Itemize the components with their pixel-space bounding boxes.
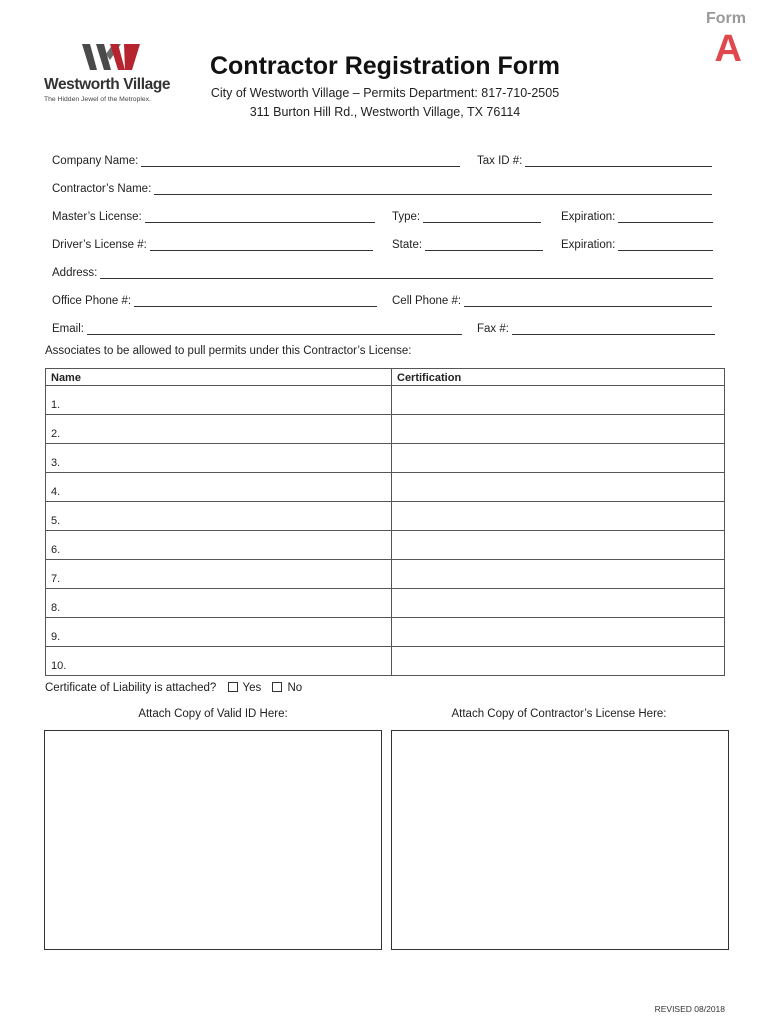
logo-tagline: The Hidden Jewel of the Metroplex. (44, 96, 151, 103)
company-name-label: Company Name: (52, 155, 139, 167)
fax-field[interactable] (477, 319, 715, 335)
table-row (46, 618, 725, 647)
associate-certification-cell[interactable] (392, 473, 725, 502)
email-label: Email: (52, 323, 84, 335)
office-phone-field[interactable] (52, 291, 377, 307)
associate-certification-cell[interactable] (392, 502, 725, 531)
associate-certification-cell[interactable] (392, 415, 725, 444)
associates-body (46, 386, 725, 676)
table-row (46, 560, 725, 589)
form-letter: A (714, 28, 742, 70)
associate-name-cell[interactable]: 3. (46, 444, 392, 473)
associate-name-cell[interactable]: 9. (46, 618, 392, 647)
company-name-field[interactable] (52, 151, 460, 167)
name-column-header: Name (46, 369, 392, 386)
liability-question-text: Certificate of Liability is attached? (45, 682, 217, 694)
email-field[interactable] (52, 319, 462, 335)
contractor-name-label: Contractor’s Name: (52, 183, 152, 195)
cell-phone-label: Cell Phone #: (392, 295, 462, 307)
associates-table (45, 368, 725, 676)
associate-name-cell[interactable]: 1. (46, 386, 392, 415)
associate-name-cell[interactable]: 8. (46, 589, 392, 618)
revised-date: REVISED 08/2018 (654, 1004, 725, 1014)
form-word: Form (706, 10, 746, 27)
table-header-row (46, 369, 725, 386)
expiration-label-2: Expiration: (561, 239, 616, 251)
drivers-license-field[interactable] (52, 235, 373, 251)
tax-id-label: Tax ID #: (477, 155, 523, 167)
table-row (46, 444, 725, 473)
department-line: City of Westworth Village – Permits Department: 817-710-2505 (210, 86, 560, 100)
associate-name-cell[interactable]: 4. (46, 473, 392, 502)
type-label: Type: (392, 211, 421, 223)
associate-certification-cell[interactable] (392, 589, 725, 618)
liability-question (45, 682, 302, 694)
fax-label: Fax #: (477, 323, 509, 335)
attach-id-label: Attach Copy of Valid ID Here: (138, 708, 288, 720)
address-field[interactable] (52, 263, 713, 279)
masters-license-label: Master’s License: (52, 211, 142, 223)
associate-certification-cell[interactable] (392, 444, 725, 473)
associate-name-cell[interactable]: 2. (46, 415, 392, 444)
associate-name-cell[interactable]: 5. (46, 502, 392, 531)
cell-phone-field[interactable] (392, 291, 712, 307)
table-row (46, 502, 725, 531)
yes-label: Yes (242, 682, 262, 694)
table-row (46, 647, 725, 676)
associate-certification-cell[interactable] (392, 618, 725, 647)
id-attach-box[interactable] (44, 730, 382, 950)
table-row (46, 386, 725, 415)
type-field[interactable] (392, 207, 541, 223)
yes-checkbox[interactable] (228, 682, 238, 692)
attach-license-label: Attach Copy of Contractor’s License Here: (451, 708, 667, 720)
associate-name-cell[interactable]: 10. (46, 647, 392, 676)
state-label: State: (392, 239, 423, 251)
masters-license-field[interactable] (52, 207, 375, 223)
drivers-license-label: Driver’s License #: (52, 239, 147, 251)
no-checkbox[interactable] (272, 682, 282, 692)
associate-certification-cell[interactable] (392, 560, 725, 589)
associate-name-cell[interactable]: 6. (46, 531, 392, 560)
associate-certification-cell[interactable] (392, 386, 725, 415)
state-field[interactable] (392, 235, 543, 251)
address-line: 311 Burton Hill Rd., Westworth Village, TX 76114 (249, 105, 521, 119)
table-row (46, 589, 725, 618)
no-label: No (287, 682, 303, 694)
associates-intro: Associates to be allowed to pull permits under this Contractor’s License: (45, 345, 412, 357)
expiration-label-1: Expiration: (561, 211, 616, 223)
table-row (46, 415, 725, 444)
office-phone-label: Office Phone #: (52, 295, 132, 307)
table-row (46, 473, 725, 502)
certification-column-header: Certification (392, 369, 725, 386)
associate-certification-cell[interactable] (392, 647, 725, 676)
associate-certification-cell[interactable] (392, 531, 725, 560)
tax-id-field[interactable] (477, 151, 712, 167)
expiration-field-2[interactable] (561, 235, 713, 251)
address-label: Address: (52, 267, 98, 279)
license-attach-box[interactable] (391, 730, 729, 950)
expiration-field-1[interactable] (561, 207, 713, 223)
associate-name-cell[interactable]: 7. (46, 560, 392, 589)
contractor-name-field[interactable] (52, 179, 712, 195)
table-row (46, 531, 725, 560)
logo-name: Westworth Village (44, 76, 171, 93)
page-title: Contractor Registration Form (209, 52, 561, 80)
